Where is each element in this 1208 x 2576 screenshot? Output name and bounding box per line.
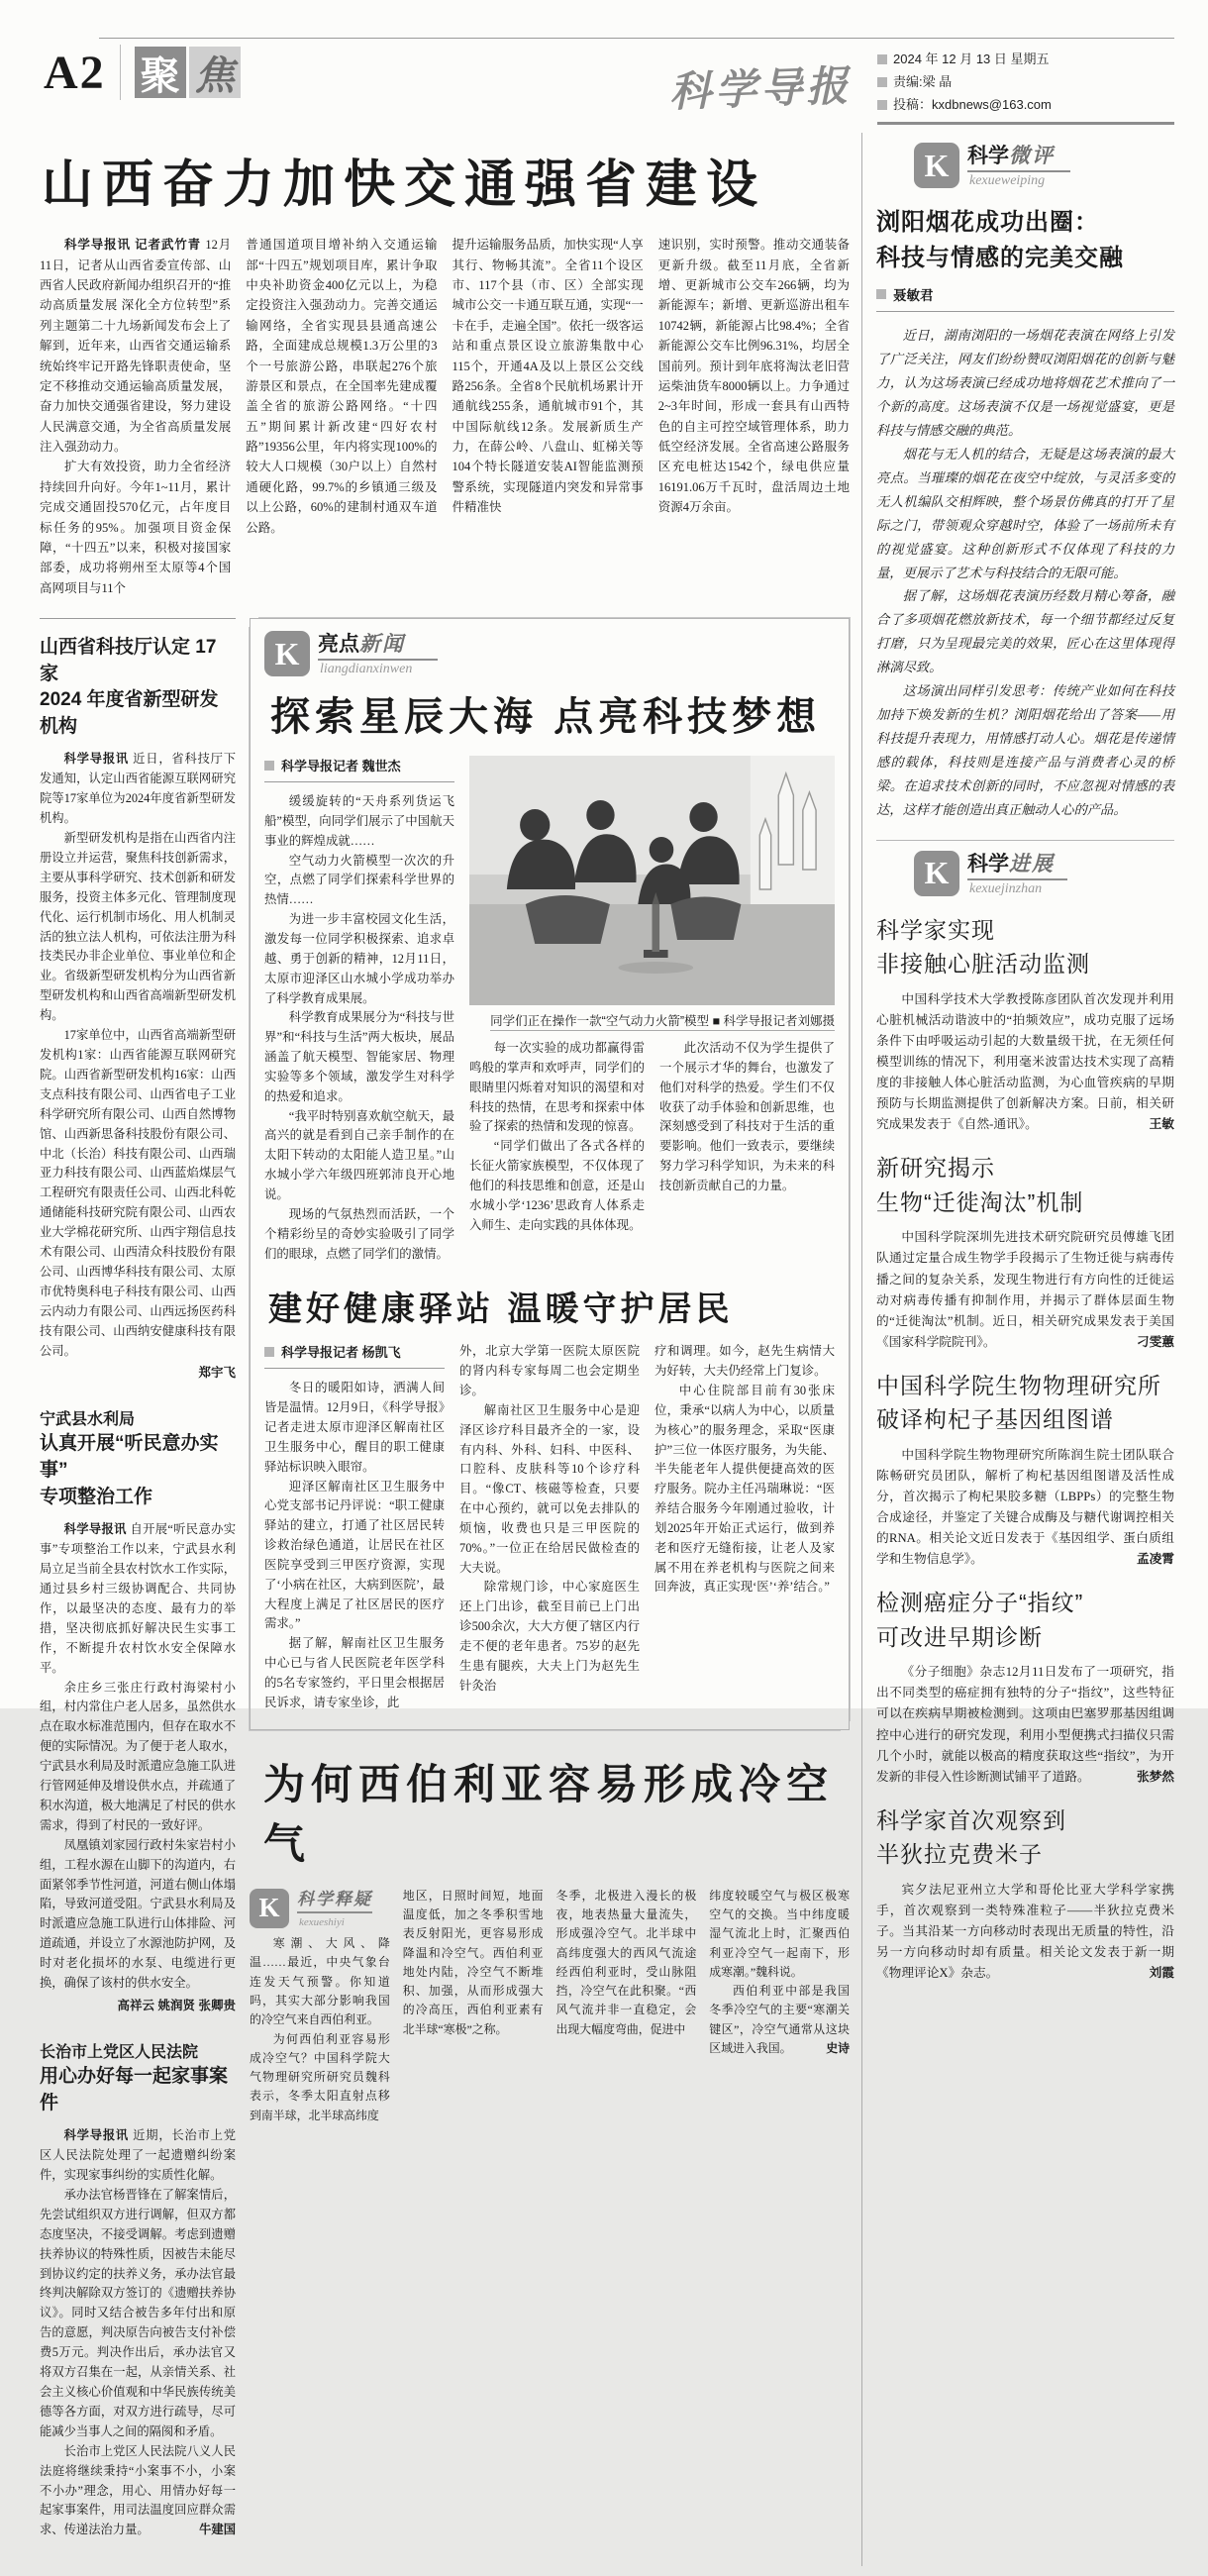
section-name: 亮点: [318, 633, 359, 656]
body-paragraph: “我平时特别喜欢航空航天，最高兴的就是看到自己亲手制作的在太阳下转动的太阳能人造卫星。”山水城小学六年级四班郭沛良开心地说。: [264, 1108, 454, 1201]
article-headline: 科学家首次观察到 半狄拉克费米子: [876, 1806, 1066, 1868]
article-siberia-cold-air: [250, 1752, 850, 2125]
section-name: 科学: [967, 852, 1009, 876]
reporter-byline: 科学导报记者 魏世杰: [264, 756, 454, 782]
edition-number: A2: [44, 46, 106, 99]
article-col-2: [403, 1887, 544, 2125]
reporter-signature: 刘霞: [1149, 1966, 1174, 1981]
main-col-3: [453, 235, 644, 598]
article-title: 山西省科技厅认定 17 家 2024 年度省新型研发机构: [40, 637, 219, 737]
article-title: 用心办好每一起家事案件: [40, 2066, 229, 2113]
section-pinyin: kexueshiyi: [297, 1911, 372, 1932]
body-paragraph: 中国科学技术大学教授陈彦团队首次发现并利用心脏机械活动谐波中的“拍频效应”，成功克服了远场条件下由呼吸运动引起的大数量级干扰，在无须任何模型训练的情况下，利用毫米波雷达技术实现了高精度的非接触人体心脏活动监测，为心血管疾病的早期预防与长期监测提供了创新解决方案。日前，相关研究成果发表于《自然-通讯》。 王敏: [876, 989, 1174, 1136]
k-logo-icon: K: [264, 631, 310, 676]
reporter-signature: 孟凌霄: [1136, 1552, 1174, 1567]
byline-lead: 科学导报讯: [63, 752, 134, 767]
reporter-signature: 史诗: [826, 2040, 850, 2055]
highlight-news-box: [250, 618, 850, 1730]
page-header: [40, 39, 1174, 129]
body-paragraph: 缓缓旋转的“天舟系列货运飞船”模型，向同学们展示了中国航天事业的辉煌成就……: [264, 794, 454, 848]
section-highlight-news: [264, 631, 835, 677]
byline-lead: 科学导报讯: [63, 1522, 131, 1537]
main-col-1: [40, 235, 231, 598]
article-cancer-fingerprint: [876, 1586, 1174, 1787]
article-col-3: [654, 1342, 835, 1712]
k-logo-icon: K: [914, 143, 959, 188]
main-paragraph: 速识别，实时预警。推动交通装备更新升级。截至11月底，全省新增、更新城市公交车266辆，均为新能源车；新增、更新巡游出租车10742辆，新能源占比98.4%；全省新能源公交车比例96.31%，均居全国前列。预计到年底将淘汰老旧营运柴油货车8000辆以上。力争通过2~3年时间，形成一套具有山西特色的自主可控空域管理体系，助力低空经济发展。全省高速公路服务区充电桩达1542个，绿电供应量16191.06万千瓦时，盘活周边土地资源4万余亩。: [657, 238, 850, 515]
body-paragraph: 此次活动不仅为学生提供了一个展示才华的舞台，也激发了他们对科学的热爱。学生们不仅收获了动手体验和创新思维，也深刻感受到了科技对于生活的重要影响。他们一致表示，要继续努力学习科学知识，为未来的科技创新贡献自己的力量。: [659, 1041, 835, 1192]
section-pinyin: kexuejinzhan: [967, 878, 1067, 897]
body-paragraph: 迎泽区解南社区卫生服务中心党支部书记丹评说：“职工健康驿站的建立，打通了社区居民转诊救治绿色通道，让居民在社区医院享受到三甲医疗资源，实现了‘小病在社区，大病到医院’，最大程度上满足了社区居民的医疗需求。”: [264, 1479, 445, 1631]
header-divider: [120, 45, 121, 100]
byline-lead: 科学导报讯 记者武竹青: [64, 238, 206, 253]
article-family-court: 长治市上党区人民法院 用心办好每一起家事案件 科学导报讯 近期，长治市上党区人民法院处理了一起遗赠纠纷案件，实现家事纠纷的实质性化解。 承办法官杨晋锋在了解案情后，先尝试组织双方进行调解，但双方都态度坚决，不接受调解。考虑到遗赠扶养协议的特殊性质，因被告未能尽到协议约定的扶养义务，承办法官最终判决解除双方签订的《遗赠扶养协议》。同时又结合被告多年付出和原告的意愿，判决原告向被告支付补偿费5万元。判决作出后，承办法官又将双方召集在一起，从亲情关系、社会主义核心价值观和中华民族传统美德等各方面，对双方进行疏导，尽可能减少当事人之间的隔阂和矛盾。 长治市上党区人民法院八义人民法庭将继续秉持“小案事不小，小案不小办”理念，用心、用情办好每一起家事案件，用司法温度回应群众需求、传递法治力量。 牛建国: [40, 2039, 236, 2540]
date-line: 2024 年 12 月 13 日 星期五: [893, 52, 1050, 66]
section-pinyin: kexueweiping: [967, 170, 1070, 189]
body-paragraph: 这场演出同样引发思考：传统产业如何在科技加持下焕发新的生机？浏阳烟花给出了答案——用科技提升表现力，用情感打动人心。烟花是传递情感的载体，科技则是连接产品与消费者心灵的桥梁。在追求技术创新的同时，不应忽视对情感的表达，这样才能创造出真正触动人心的产品。: [876, 683, 1174, 817]
body-paragraph: 现场的气氛热烈而活跃，一个个精彩纷呈的奇妙实验吸引了同学们的眼球，点燃了同学们的激情。: [264, 1206, 454, 1261]
article-col-3: [556, 1887, 697, 2125]
body-paragraph: 空气动力火箭模型一次次的升空，点燃了同学们探索科学世界的热情……: [264, 853, 454, 907]
reporter-signature: 高祥云 姚润贤 张卿贵: [117, 1999, 236, 2012]
article-goji-genome: [876, 1369, 1174, 1570]
article-semi-dirac-fermion: [876, 1803, 1174, 1984]
right-sidebar: [861, 133, 1174, 2566]
main-headline: 山西奋力加快交通强省建设: [42, 156, 767, 215]
reporter-signature: 牛建国: [199, 2523, 236, 2537]
main-paragraph: 扩大有效投资，助力全省经济持续回升向好。今年1~11月，累计完成交通固投570亿元，占年度目标任务的95%。加强项目资金保障，“十四五”以来，积极对接国家部委，成功将朔州至太原等4个国高网项目与11个: [40, 460, 232, 595]
main-col-2: [246, 235, 437, 598]
article-col-1: [250, 1887, 390, 2125]
article-col-2: [469, 1039, 645, 1235]
body-paragraph: 每一次实验的成功都赢得雷鸣般的掌声和欢呼声，同学们的眼睛里闪烁着对知识的渴望和对科技的热情，在思考和探索中体验了探索的热情和发现的惊喜。: [469, 1041, 645, 1134]
body-paragraph: 为何西伯利亚容易形成冷空气？中国科学院大气物理研究所研究员魏科表示，冬季太阳直射点移到南半球，北半球高纬度: [250, 2031, 390, 2122]
bullet-square-icon: [876, 289, 886, 299]
body-paragraph: 中国科学院深圳先进技术研究院研究员傅雄飞团队通过定量合成生物学手段揭示了生物迁徙与病毒传播之间的复杂关系，发现生物进行有方向性的迁徙运动对病毒传播有抑制作用，并揭示了群体层面生物的“迁徙淘汰”机制。近日，相关研究成果发表于美国《国家科学院院刊》。 刁雯蕙: [876, 1227, 1174, 1352]
bullet-square-icon: [877, 100, 887, 110]
body-paragraph: 近日，湖南浏阳的一场烟花表演在网络上引发了广泛关注，网友们纷纷赞叹浏阳烟花的创新与魅力，认为这场表演已经成功地将烟花艺术推向了一个新的高度。这场表演不仅是一场视觉盛宴，更是科技与情感交融的典范。: [876, 328, 1174, 439]
reporter-byline: 科学导报记者 杨凯飞: [264, 1342, 445, 1369]
body-paragraph: 除常规门诊，中心家庭医生还上门出诊，截至目前已上门出诊500余次，大大方便了辖区内行走不便的老年患者。75岁的赵先生患有腿疾，大夫上门为赵先生针灸治: [459, 1580, 640, 1693]
body-paragraph: 凤凰镇刘家园行政村朱家岩村小组，工程水源在山脚下的沟道内，右面紧邻季节性河道，河道右侧山体塌陷，导致河道受阻。宁武县水利局及时派遣应急施工队进行山体排险、河道疏通，并设立了水源池防护网，及时对老化损坏的水泵、电缆进行更换，确保了该村的供水安全。: [40, 1837, 236, 1991]
body-paragraph: 寒潮、大风、降温……最近，中央气象台连发天气预警。你知道吗，其实大部分影响我国的冷空气来自西伯利亚。: [250, 1936, 390, 2027]
article-title: 认真开展“听民意办实事” 专项整治工作: [40, 1433, 219, 1507]
body-paragraph: 余庄乡三张庄行政村海梁村小组，村内常住户老人居多，虽然供水点在取水标准范围内，但存在取水不便的实际情况。为了便于老人取水，宁武县水利局及时派遣应急施工队进行管网延伸及增设供水点，并疏通了积水沟道，极大地满足了村民的供水需求，得到了村民的一致好评。: [40, 1680, 236, 1832]
body-paragraph: 地区，日照时间短，地面温度低，加之冬季积雪地表反射阳光，更容易形成降温和冷空气。西伯利亚地处内陆，冷空气不断堆积、加强，从而形成强大的冷高压，西伯利亚素有北半球“寒极”之称。: [402, 1888, 544, 2036]
focus-char-2: 焦: [189, 47, 241, 98]
body-paragraph: 承办法官杨晋锋在了解案情后，先尝试组织双方进行调解，但双方都态度坚决，不接受调解。考虑到遗赠扶养协议的特殊性质，因被告未能尽到协议约定的扶养义务，承办法官最终判决解除双方签订的《遗赠扶养协议》。同时又结合被告多年付出和原告的意愿，判决原告向被告支付补偿费5万元。判决作出后，承办法官又将双方召集在一起，从亲情关系、社会主义核心价值观和中华民族传统美德等各方面，对双方进行疏导，尽可能减少当事人之间的隔阂和矛盾。: [40, 2187, 236, 2438]
body-paragraph: 西伯利亚中部是我国冬季冷空气的主要“寒潮关键区”，冷空气通常从这块区域进入我国。 史诗: [709, 1982, 850, 2058]
submit-line: 投稿：kxdbnews@163.com: [893, 96, 1052, 112]
section-science-explainer: [250, 1889, 372, 1933]
body-paragraph: 《分子细胞》杂志12月11日发布了一项研究，指出不同类型的癌症拥有独特的分子“指纹”，这些特征可以在疾病早期被检测到。这项由巴塞罗那基因组调控中心进行的研究发现，利用小型便携式扫描仪只需几个小时，就能以极高的精度获取这些“指纹”，为开发新的非侵入性诊断测试铺平了道路。 张梦然: [876, 1662, 1174, 1787]
main-paragraph: 12月11日，记者从山西省委宣传部、山西省人民政府新闻办组织召开的“推动高质量发展 深化全方位转型”系列主题第二十九场新闻发布会上了解到，近年来，山西省交通运输系统始终牢记开路先锋职责使命，坚定不移推动交通运输高质量发展，奋力加快交通强省建设，努力建设人民满意交通，为全省高质量发展注入强劲动力。: [40, 238, 232, 454]
reporter-signature: 刁雯蕙: [1136, 1334, 1174, 1349]
article-headline: 中国科学院生物物理研究所 破译枸杞子基因组图谱: [876, 1372, 1161, 1433]
photo-caption: 同学们正在操作一款“空气动力火箭”模型 ■ 科学导报记者刘娜摄: [469, 1011, 835, 1029]
bullet-square-icon: [264, 761, 274, 771]
article-water-bureau: 宁武县水利局 认真开展“听民意办实事” 专项整治工作 科学导报讯 自开展“听民意办实事”专项整治工作以来，宁武县水利局立足当前全县农村饮水工作实际，通过县乡村三级协调配合、共同协作，以最坚决的态度、最有力的举措，坚决彻底抓好解决民生实事工作，不断提升农村饮水安全保障水平。 余庄乡三张庄行政村海梁村小组，村内常住户老人居多，虽然供水点在取水标准范围内，但存在取水不便的实际情况。为了便于老人取水，宁武县水利局及时派遣应急施工队进行管网延伸及增设供水点，并疏通了积水沟道，极大地满足了村民的供水需求，得到了村民的一致好评。 凤凰镇刘家园行政村朱家岩村小组，工程水源在山脚下的沟道内，右面紧邻季节性河道，河道右侧山体塌陷，导致河道受阻。宁武县水利局及时派遣应急施工队进行山体排险、河道疏通，并设立了水源池防护网，及时对老化损坏的水泵、电缆进行更换，确保了该村的供水安全。 高祥云 姚润贤 张卿贵: [40, 1406, 236, 2013]
author-byline: 聂敏君: [876, 284, 1174, 312]
k-logo-icon: K: [250, 1889, 289, 1928]
article-col-2: [459, 1342, 640, 1712]
body-paragraph: 宾夕法尼亚州立大学和哥伦比亚大学科学家携手，首次观察到一类特殊准粒子——半狄拉克费米子。当其沿某一方向移动时表现出无质量的特性，沿另一方向移动时却有质量。相关论文发表于新一期《物理评论X》杂志。 刘霞: [876, 1880, 1174, 1984]
left-news-column: [40, 618, 236, 2566]
article-kicker: 长治市上党区人民法院: [40, 2044, 199, 2061]
body-paragraph: 中国科学院生物物理研究所陈润生院士团队联合陈畅研究员团队，解析了枸杞基因组图谱及活性成分，首次揭示了枸杞果胶多糖（LBPPs）的完整生物合成途径，并鉴定了关键合成酶及与糖代谢调控相关的RNA。相关论文近日发表于《基因组学、蛋白质组学和生物信息学》。 孟凌霄: [876, 1445, 1174, 1570]
article-headline: 探索星辰大海 点亮科技梦想: [270, 695, 822, 740]
sidebar-divider: [876, 840, 1174, 841]
body-paragraph: 烟花与无人机的结合，无疑是这场表演的最大亮点。当璀璨的烟花在夜空中绽放，与灵活多变的无人机编队交相辉映，整个场景仿佛真的打开了星际之门，带领观众穿越时空，体验了一场前所未有的视觉盛宴。这种创新形式不仅体现了科技的力量，更展示了艺术与科技结合的无限可能。: [876, 446, 1174, 580]
article-col-1: [264, 1342, 445, 1712]
news-photo-students-rocket: [469, 756, 835, 1005]
section-name-script: 进展: [1009, 851, 1055, 876]
section-science-progress: [914, 851, 1174, 897]
article-headline: 新研究揭示 生物“迁徙淘汰”机制: [876, 1155, 1084, 1215]
reporter-signature: 张梦然: [1136, 1769, 1174, 1784]
article-liuyang-fireworks: [876, 205, 1174, 821]
body-paragraph: 疗和调理。如今，赵先生病情大为好转，大夫仍经常上门复诊。: [654, 1344, 835, 1379]
body-paragraph: 科学教育成果展分为“科技与世界”和“科技与生活”两大板块，展品涵盖了航天模型、智能家居、物理实验等多个领域，激发学生对科学的热爱和追求。: [264, 1010, 454, 1103]
article-health-station: [264, 1282, 835, 1712]
editor-line: 责编:梁 晶: [893, 73, 953, 89]
article-headline: 为何西伯利亚容易形成冷空气: [263, 1760, 835, 1867]
article-col-4: [709, 1887, 850, 2125]
section-focus-logo: [135, 47, 241, 98]
body-paragraph: 据了解，解南社区卫生服务中心已与省人民医院老年医学科的5名专家签约，平日里会根据居民诉求，请专家坐诊，此: [264, 1636, 445, 1709]
article-science-dream: [264, 685, 835, 1264]
body-paragraph: 新型研发机构是指在山西省内注册设立并运营，聚焦科技创新需求，主要从事科学研究、技术创新和研发服务，投资主体多元化、管理制度现代化、运行机制市场化、用人机制灵活的独立法人机构，可依法注册为科技类民办非企业单位、事业单位和企业。省级新型研发机构分为山西省新型研发机构和山西省高端新型研发机构。: [40, 831, 236, 1023]
main-col-4: [658, 235, 850, 598]
section-name: 科学: [967, 145, 1009, 168]
body-paragraph: 中心住院部目前有30张床位，秉承“以病人为中心，以质量为核心”的服务理念，采取“医康护”三位一体医疗服务，为失能、半失能老年人提供便捷高效的医疗服务。院办主任冯瑞琳说：“医养结合服务今年刚通过验收，计划2025年开始正式运行，做到养老和医疗无缝衔接，让老人及家属不用在养老机构与医院之间来回奔波，真正实现‘医’‘养’结合。”: [654, 1384, 835, 1595]
article-kicker: 宁武县水利局: [40, 1411, 136, 1429]
body-paragraph: 冬季，北极进入漫长的极夜，地表热量大量流失，形成强冷空气。北半球中高纬度强大的西风气流途经西伯利亚时，受山脉阻挡，冷空气在此积聚。“西风气流并非一直稳定，会出现大幅度弯曲，促进中: [555, 1888, 697, 2036]
body-paragraph: “同学们做出了各式各样的长征火箭家族模型，不仅体现了他们的科技思维和创意，还是山水城小学‘1236’思政育人体系走入师生、走向实践的具体体现。: [469, 1139, 645, 1232]
body-paragraph: 为进一步丰富校园文化生活，激发每一位同学积极探索、追求卓越、勇于创新的精神，12月11日，太原市迎泽区山水城小学成功举办了科学教育成果展。: [264, 912, 454, 1005]
body-paragraph: 外，北京大学第一医院太原医院的肾内科专家每周二也会定期坐诊。: [459, 1344, 640, 1398]
article-headline: 浏阳烟花成功出圈： 科技与情感的完美交融: [876, 209, 1124, 272]
article-heart-monitoring: [876, 913, 1174, 1136]
focus-char-1: 聚: [135, 47, 186, 98]
reporter-signature: 王敏: [1149, 1117, 1174, 1132]
bullet-square-icon: [877, 54, 887, 64]
body-paragraph: 纬度较暖空气与极区极寒空气的交换。当中纬度暖湿气流北上时，汇聚西伯利亚冷空气一起南下，形成寒潮。”魏科说。: [709, 1888, 850, 1979]
reporter-signature: 郑宇飞: [198, 1366, 236, 1381]
article-col-3: [659, 1039, 835, 1235]
bullet-square-icon: [264, 1347, 274, 1357]
byline-lead: 科学导报讯: [63, 2128, 134, 2143]
body-paragraph: 解南社区卫生服务中心是迎泽区诊疗科目最齐全的一家，设有内科、外科、妇科、中医科、口腔科、皮肤科等10个诊疗科目。“像CT、核磁等检查，只要在中心预约，就可以免去排队的烦恼，收费也只是三甲医院的70%。”一位正在给居民做检查的大夫说。: [459, 1402, 640, 1575]
article-main: [40, 143, 850, 598]
main-paragraph: 普通国道项目增补纳入交通运输部“十四五”规划项目库，累计争取中央补助资金400亿元以上，为稳定投资注入强劲动力。完善交通运输网络，全省实现县县通高速公路，全面建成总规模1.3万公里的3个一号旅游公路，串联起276个旅游景区和景点，在全国率先建成覆盖全省的旅游公路网络。“十四五”期间累计新改建“四好农村路”19356公里，年内将实现100%的较大人口规模（30户以上）自然村通硬化路，99.7%的乡镇通三级及以上公路，60%的建制村通双车道公路。: [246, 238, 438, 535]
bullet-square-icon: [877, 77, 887, 87]
body-paragraph: 17家单位中，山西省高端新型研发机构1家：山西省能源互联网研究院。山西省新型研发机构16家：山西支点科技有限公司、山西省电子工业科学研究所有限公司、山西自然博物馆、山西新思备科技股份有限公司、中北（长治）科技有限公司、山西瑞亚力科技有限公司、山西蓝焰煤层气工程研究有限责任公司、山西北科乾通储能科技研究院有限公司、山西农业大学棉花研究所、山西宇翔信息技术有限公司、山西清众科技股份有限公司、山西博华科技有限公司、太原市优特奥科电子科技有限公司、山西云内动力有限公司、山西远扬医药科技有限公司、山西纳安健康科技有限公司。: [40, 1028, 236, 1358]
main-paragraph: 提升运输服务品质，加快实现“人享其行、物畅其流”。全省11个设区市、117个县（市、区）全部实现城市公交一卡通互联互通，实现“一卡在手，走遍全国”。依托一级客运站和重点景区设立旅游集散中心115个，开通4A及以上景区公交线路256条。全省8个民航机场累计开通航线255条，通航城市91个，其中国际航线12条。发展新质生产力，在薛公岭、八盘山、虹梯关等104个特长隧道安装AI智能监测预警系统，实现隧道内突发和异常事件精准快: [452, 238, 644, 515]
masthead-logotype: 科学导报: [668, 63, 853, 117]
publication-info: [877, 49, 1174, 125]
section-name-script: 新闻: [359, 632, 405, 656]
section-science-commentary: [914, 143, 1174, 189]
section-name-script: 微评: [1009, 144, 1055, 168]
k-logo-icon: K: [914, 851, 959, 896]
article-headline: 科学家实现 非接触心脏活动监测: [876, 916, 1090, 978]
body-paragraph: 据了解，这场烟花表演历经数月精心筹备，融合了多项烟花燃放新技术，每一个细节都经过反复打磨，只为呈现最完美的效果，匠心在这里体现得淋漓尽致。: [876, 588, 1174, 675]
body-paragraph: 冬日的暖阳如诗，洒满人间皆是温情。12月9日，《科学导报》记者走进太原市迎泽区解南社区卫生服务中心，醒目的职工健康驿站标识映入眼帘。: [264, 1381, 445, 1474]
article-headline: 建好健康驿站 温暖守护居民: [268, 1290, 734, 1329]
article-new-rd-institutes: 山西省科技厅认定 17 家 2024 年度省新型研发机构 科学导报讯 近日，省科技厅下发通知，认定山西省能源互联网研究院等17家单位为2024年度省新型研发机构。 新型研发机构是指在山西省内注册设立并运营，聚焦科技创新需求，主要从事科学研究、技术创新和研发服务，投资主体多元化、管理制度现代化、运行机制市场化、用人机制灵活的独立法人机构，可依法注册为科技类民办非企业单位、事业单位和企业。省级新型研发机构分为山西省新型研发机构和山西省高端新型研发机构。 17家单位中，山西省高端新型研发机构1家：山西省能源互联网研究院。山西省新型研发机构16家：山西支点科技有限公司、山西省电子工业科学研究所有限公司、山西自然博物馆、山西新思备科技股份有限公司、中北（长治）科技有限公司、山西瑞亚力科技有限公司、山西蓝焰煤层气工程研究有限责任公司、山西北科乾通储能科技研究院有限公司、山西农业大学棉花研究所、山西宇翔信息技术有限公司、山西清众科技股份有限公司、山西博华科技有限公司、太原市优特奥科电子科技有限公司、山西云内动力有限公司、山西远扬医药科技有限公司、山西纳安健康科技有限公司。 郑宇飞: [40, 637, 236, 1381]
article-migration-elimination: [876, 1151, 1174, 1352]
body-paragraph: 长治市上党区人民法院八义人民法庭将继续秉持“小案事不小，小案不小办”理念，用心、用情办好每一起家事案件，用司法温度回应群众需求、传递法治力量。 牛建国: [40, 2442, 236, 2541]
section-name-script: 科学释疑: [297, 1889, 372, 1908]
article-headline: 检测癌症分子“指纹” 可改进早期诊断: [876, 1590, 1084, 1650]
section-pinyin: liangdianxinwen: [318, 659, 438, 677]
